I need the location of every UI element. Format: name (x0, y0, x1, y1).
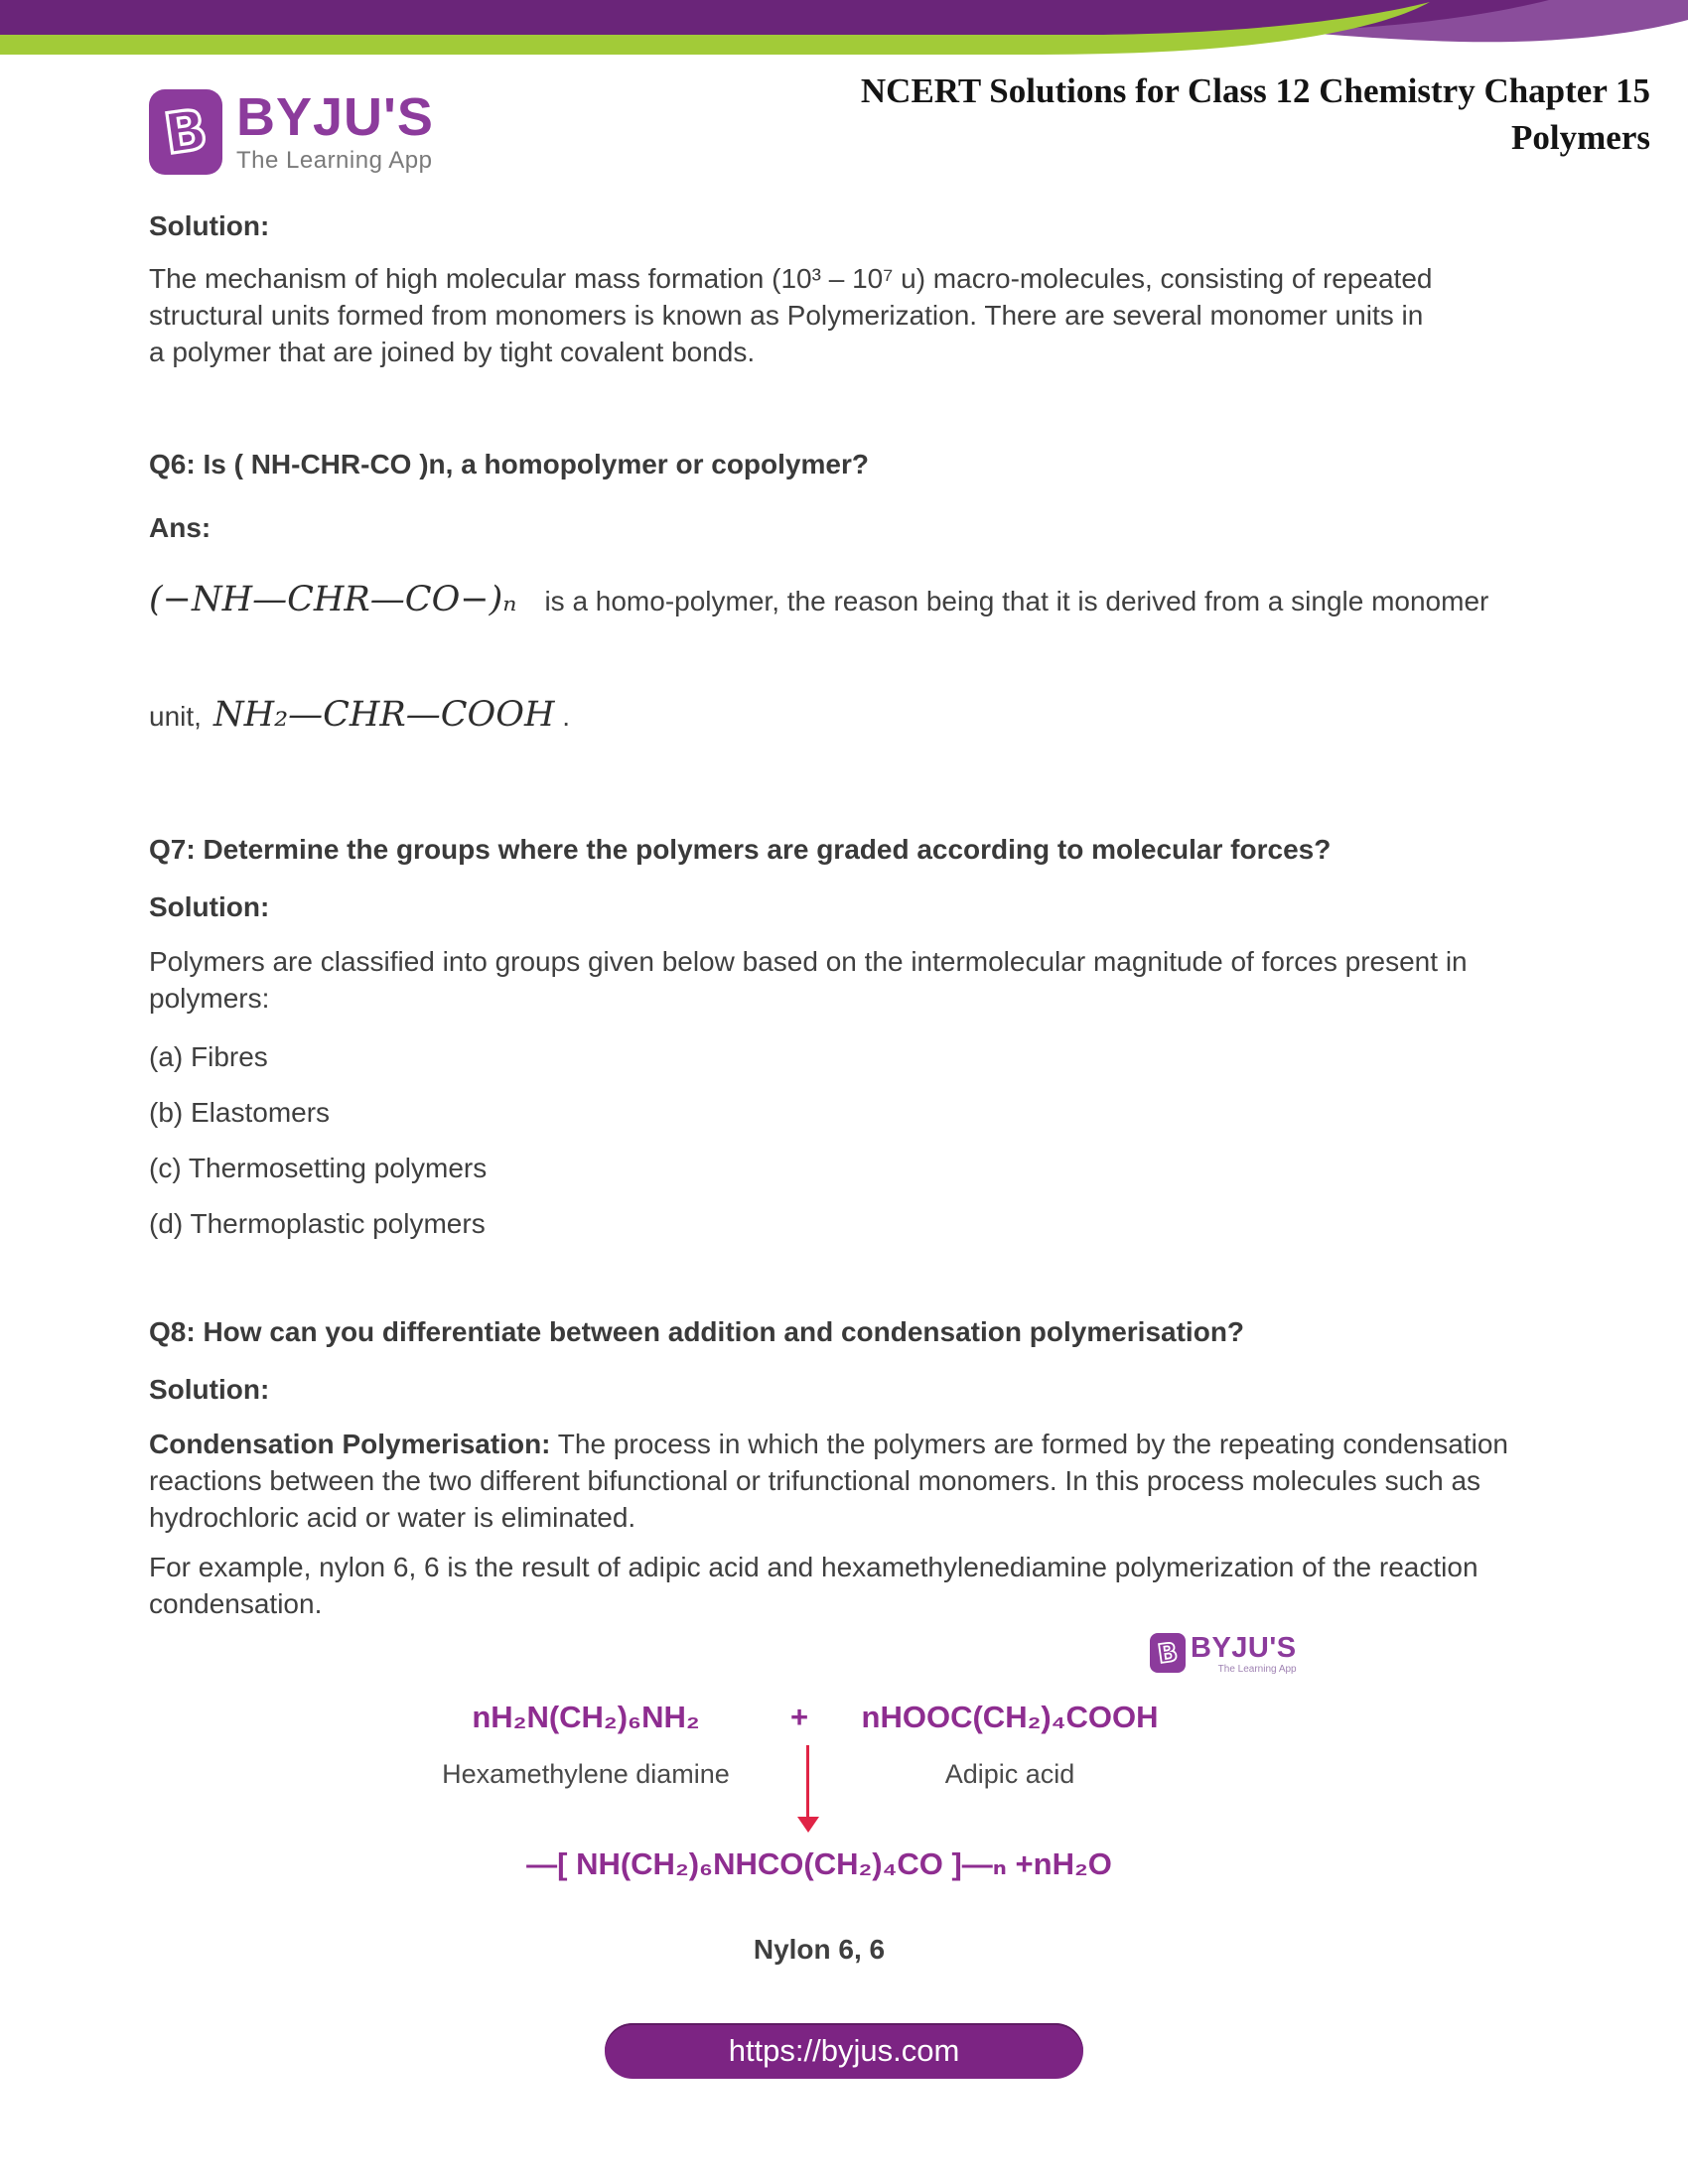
byjus-b-icon (149, 89, 222, 175)
q6-formula-explanation: is a homo-polymer, the reason being that it is derived from a single monomer (544, 586, 1489, 616)
q6-polymer-formula: (−NH—CHR—CO−)ₙ (149, 580, 517, 619)
q7-paragraph: Polymers are classified into groups given below based on the intermolecular magnitude of forces present in polymers: (149, 946, 1468, 1014)
q6-unit-suffix: . (554, 701, 571, 732)
watermark-tagline: The Learning App (1217, 1664, 1297, 1675)
q8-paragraph-lead: Condensation Polymerisation: (149, 1429, 551, 1459)
byjus-watermark-badge-icon (1150, 1633, 1186, 1673)
reactant-2-label: Adipic acid (944, 1759, 1075, 1789)
page-title-line1: NCERT Solutions for Class 12 Chemistry Chapter 15 (860, 71, 1650, 110)
svg-text:B: B (160, 97, 211, 168)
byjus-brand-text: BYJU'S (236, 87, 434, 147)
reactant-1-label: Hexamethylene diamine (442, 1759, 730, 1789)
byjus-site-link-label: https://byjus.com (728, 2033, 960, 2068)
byjus-watermark-b-icon (1150, 1633, 1186, 1673)
question-8-heading: Q8: How can you differentiate between addition and condensation polymerisation? (149, 1316, 1245, 1347)
list-item: (b) Elastomers (149, 1097, 331, 1128)
svg-text:B: B (1156, 1637, 1181, 1671)
q8-paragraph-rest: The process in which the polymers are formed by the repeating condensation reactions between the two different bifunctional or trifunctional monomers. In this process molecules such as hydrochloric acid or water is eliminated. (149, 1429, 1508, 1533)
q8-paragraph-2: For example, nylon 6, 6 is the result of adipic acid and hexamethylenediamine polymerization of the reaction condensation. (149, 1552, 1478, 1619)
q8-solution-label: Solution: (149, 1374, 270, 1405)
q6-formula-line (149, 580, 1488, 619)
q8-paragraph-1 (149, 1426, 1539, 1536)
solution-heading: Solution: (149, 210, 270, 241)
q6-monomer-formula: NH₂—CHR—COOH (212, 695, 555, 735)
q6-unit-prefix: unit, (149, 701, 202, 732)
reactant-2-formula: nHOOC(CH₂)₄COOH (861, 1700, 1159, 1734)
plus-sign: + (790, 1700, 809, 1734)
q7-solution-label: Solution: (149, 891, 270, 922)
byjus-logo-badge-icon (149, 89, 222, 175)
q6-unit-line (149, 695, 582, 735)
byjus-site-link-button[interactable] (605, 2023, 1083, 2079)
page-title (861, 68, 1650, 161)
product-formula: —[ NH(CH₂)₆NHCO(CH₂)₄CO ]—ₙ +nH₂O (526, 1846, 1112, 1881)
reaction-down-arrow-icon (806, 1745, 809, 1819)
header-wave-graphic (0, 0, 1688, 60)
reactant-1-formula: nH₂N(CH₂)₆NH₂ (472, 1700, 700, 1734)
question-7-heading: Q7: Determine the groups where the polymers are graded according to molecular forces? (149, 834, 1332, 865)
reaction-down-arrowhead-icon (797, 1817, 819, 1833)
list-item: (a) Fibres (149, 1041, 268, 1072)
list-item: (c) Thermosetting polymers (149, 1153, 488, 1183)
product-label: Nylon 6, 6 (753, 1934, 886, 1965)
answer-label: Ans: (149, 512, 211, 543)
page-title-line2: Polymers (1511, 118, 1650, 157)
byjus-tagline: The Learning App (236, 147, 433, 174)
byjus-watermark (1150, 1633, 1297, 1675)
list-item: (d) Thermoplastic polymers (149, 1208, 486, 1239)
header-wave-banner (0, 0, 1688, 60)
watermark-brand-text: BYJU'S (1191, 1632, 1297, 1664)
question-6-heading: Q6: Is ( NH-CHR-CO )n, a homopolymer or copolymer? (149, 449, 869, 479)
solution-paragraph: The mechanism of high molecular mass formation (10³ – 10⁷ u) macro-molecules, consisting of repeated structural units formed from monomers is known as Polymerization. There are several monomer units in a polymer that are joined by tight covalent bonds. (149, 263, 1433, 367)
byjus-logo (149, 89, 434, 175)
